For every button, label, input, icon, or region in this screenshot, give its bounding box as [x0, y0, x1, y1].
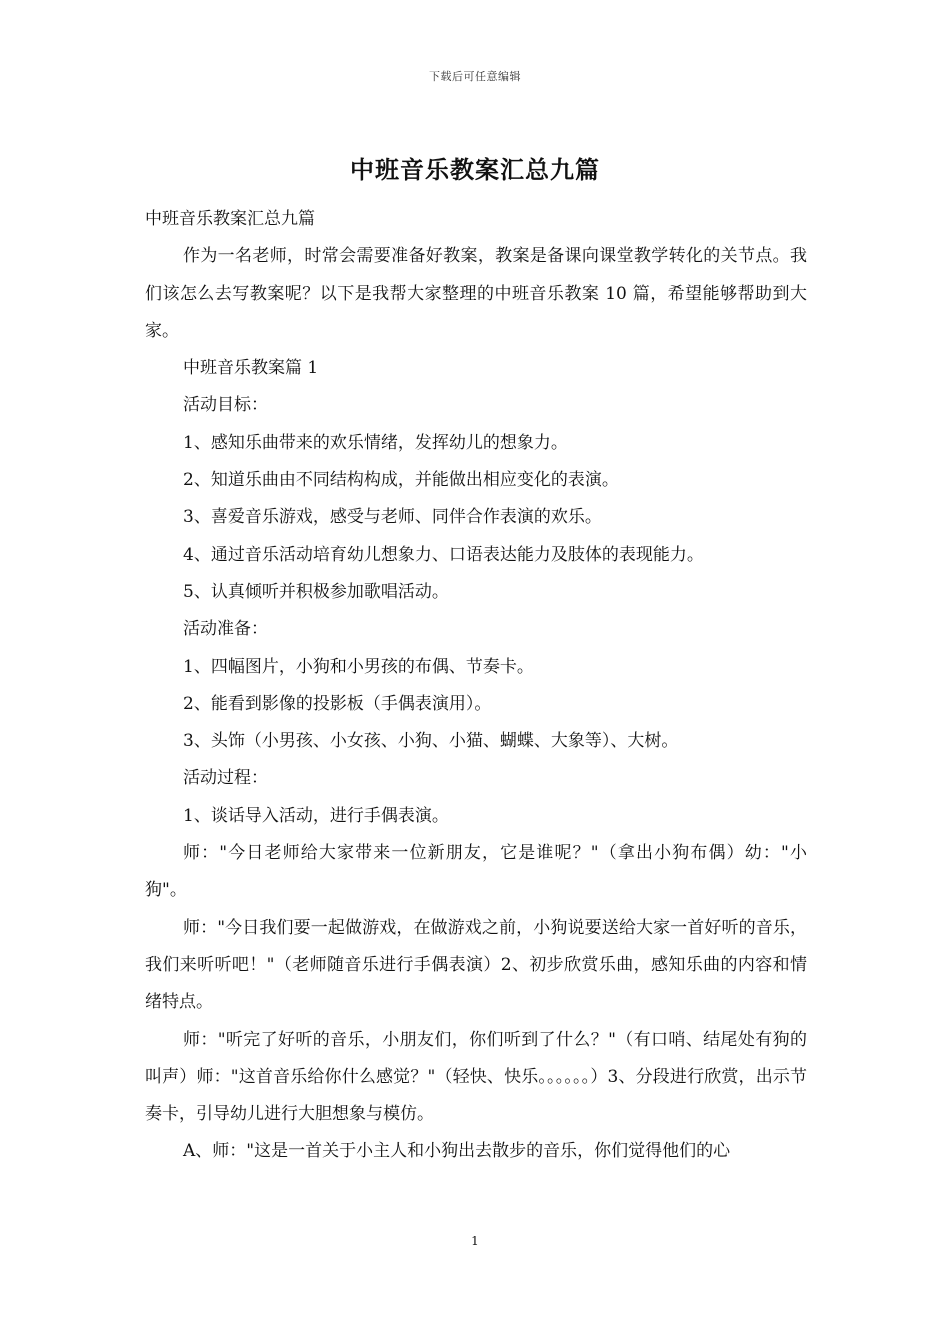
document-body — [145, 201, 807, 1171]
process-step: 1、谈话导入活动，进行手偶表演。 — [183, 805, 449, 826]
subtitle-line: 中班音乐教案汇总九篇 — [145, 209, 315, 229]
document-title: 中班音乐教案汇总九篇 — [350, 155, 600, 184]
dialogue-paragraph: 师："听完了好听的音乐，小朋友们，你们听到了什么？"（有口哨、结尾处有狗的叫声）师："这首音乐给你什么感觉？"（轻快、快乐。。。。。。）3、分段进行欣赏，出示节奏卡，引导幼儿进行大胆想象与模仿。 — [145, 1029, 807, 1125]
intro-paragraph: 作为一名老师，时常会需要准备好教案，教案是备课向课堂教学转化的关节点。我们该怎么去写教案呢？以下是我帮大家整理的中班音乐教案 10 篇，希望能够帮助到大家。 — [145, 246, 807, 341]
page-header-note: 下载后可任意编辑 — [429, 70, 521, 83]
preparation-heading: 活动准备： — [183, 619, 268, 640]
dialogue-paragraph: A、师："这是一首关于小主人和小狗出去散步的音乐，你们觉得他们的心 — [183, 1141, 731, 1162]
objective-item: 1、感知乐曲带来的欢乐情绪，发挥幼儿的想象力。 — [183, 432, 568, 453]
preparation-item: 3、头饰（小男孩、小女孩、小狗、小猫、蝴蝶、大象等）、大树。 — [183, 731, 679, 752]
preparation-item: 2、能看到影像的投影板（手偶表演用）。 — [183, 693, 492, 714]
page-number: 1 — [471, 1234, 479, 1248]
preparation-item: 1、四幅图片，小狗和小男孩的布偶、节奏卡。 — [183, 656, 534, 677]
objective-item: 3、喜爱音乐游戏，感受与老师、同伴合作表演的欢乐。 — [183, 507, 602, 528]
section-heading: 中班音乐教案篇 1 — [183, 358, 319, 379]
objective-item: 2、知道乐曲由不同结构构成，并能做出相应变化的表演。 — [183, 470, 619, 491]
objectives-heading: 活动目标： — [183, 395, 268, 416]
process-heading: 活动过程： — [183, 768, 268, 789]
dialogue-paragraph: 师："今日我们要一起做游戏，在做游戏之前，小狗说要送给大家一首好听的音乐，我们来听听吧！"（老师随音乐进行手偶表演）2、初步欣赏乐曲，感知乐曲的内容和情绪特点。 — [145, 917, 807, 1013]
objective-item: 5、认真倾听并积极参加歌唱活动。 — [183, 581, 449, 602]
dialogue-paragraph: 师："今日老师给大家带来一位新朋友，它是谁呢？"（拿出小狗布偶）幼："小狗"。 — [145, 843, 807, 901]
objective-item: 4、通过音乐活动培育幼儿想象力、口语表达能力及肢体的表现能力。 — [183, 544, 704, 565]
